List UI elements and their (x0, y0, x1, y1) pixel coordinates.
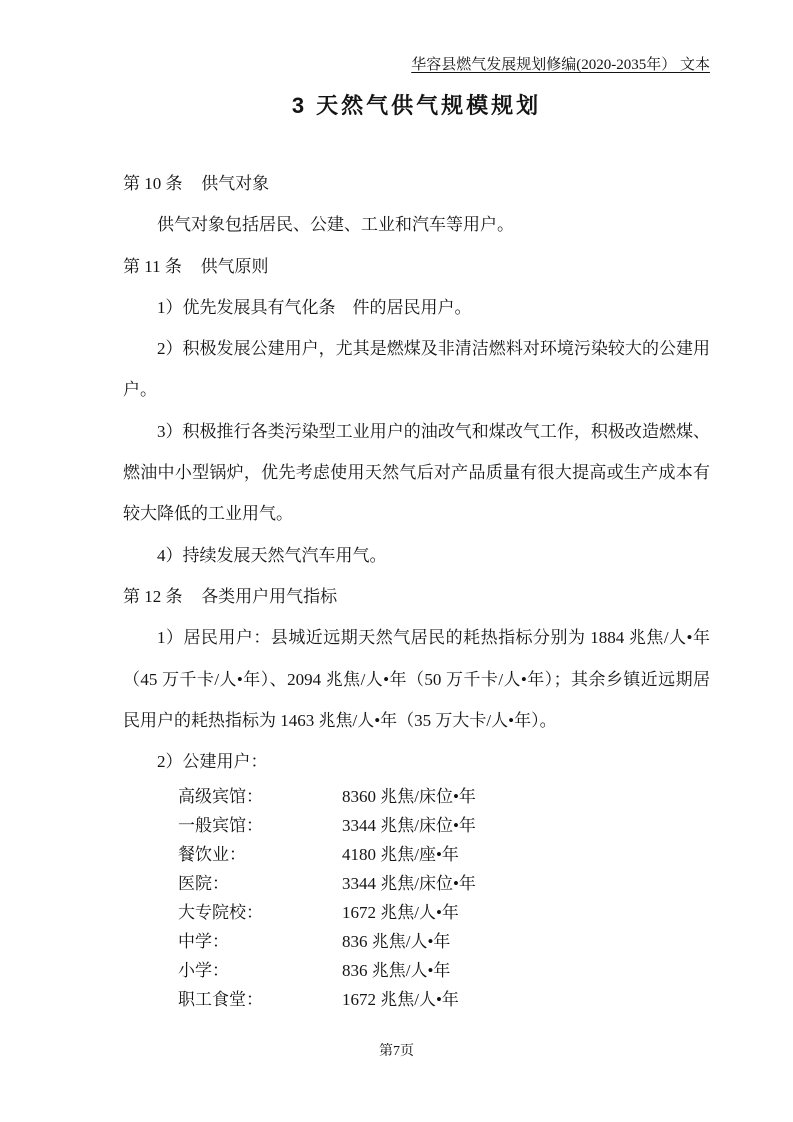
paragraph: 供气对象包括居民、公建、工业和汽车等用户。 (157, 215, 514, 235)
article-label: 第 11 条 (123, 256, 182, 276)
paragraph: 1）优先发展具有气化条 件的居民用户。 (157, 297, 472, 317)
indicator-label: 高级宾馆： (178, 787, 263, 807)
article-label: 第 10 条 (123, 174, 183, 193)
page-title: 3 天然气供气规模规划 (291, 93, 542, 118)
paragraph: 2）积极发展公建用户，尤其是燃煤及非清洁燃料对环境污染较大的公建用户。 (123, 339, 710, 400)
article-heading-12 (123, 576, 710, 617)
indicator-value: 836 兆焦/人•年 (342, 932, 451, 952)
indicator-row (178, 869, 710, 898)
article-title: 各类用户用气指标 (201, 586, 338, 606)
indicator-value: 1672 兆焦/人•年 (342, 990, 459, 1010)
article-title: 供气原则 (200, 256, 269, 276)
indicator-label: 中学： (178, 932, 229, 952)
page-footer (0, 1042, 793, 1062)
indicator-row (178, 782, 710, 811)
indicator-value: 1672 兆焦/人•年 (342, 903, 459, 923)
indicator-list (123, 782, 710, 1014)
indicator-label: 医院： (178, 874, 229, 894)
indicator-label: 职工食堂： (178, 990, 263, 1010)
article-heading-10 (123, 163, 710, 204)
indicator-row (178, 956, 710, 985)
indicator-value: 8360 兆焦/床位•年 (342, 787, 476, 807)
header-title: 华容县燃气发展规划修编(2020-2035年） 文本 (411, 57, 710, 73)
indicator-label: 小学： (178, 961, 229, 981)
article-title: 供气对象 (201, 174, 270, 193)
paragraph: 2）公建用户： (157, 752, 268, 772)
indicator-row (178, 898, 710, 927)
paragraph: 1）居民用户：县城近远期天然气居民的耗热指标分别为 1884 兆焦/人•年（45 万千卡/人•年）、2094 兆焦/人•年（50 万千卡/人•年）；其余乡镇近远期居民用户的耗热指标为 1463 兆焦/人•年（35 万大卡/人•年）。 (123, 628, 710, 730)
indicator-row (178, 811, 710, 840)
indicator-row (178, 985, 710, 1014)
paragraph: 3）积极推行各类污染型工业用户的油改气和煤改气工作，积极改造燃煤、燃油中小型锅炉，优先考虑使用天然气后对产品质量有很大提高或生产成本有较大降低的工业用气。 (123, 421, 710, 524)
indicator-value: 3344 兆焦/床位•年 (342, 874, 476, 894)
indicator-row (178, 927, 710, 956)
indicator-row (178, 840, 710, 869)
indicator-value: 4180 兆焦/座•年 (342, 845, 459, 865)
indicator-label: 一般宾馆： (178, 816, 263, 836)
article-label: 第 12 条 (123, 586, 183, 606)
page-header (123, 55, 710, 75)
paragraph: 4）持续发展天然气汽车用气。 (157, 545, 387, 565)
indicator-label: 餐饮业： (178, 845, 246, 865)
page-number: 第7页 (379, 1044, 414, 1059)
article-heading-11 (123, 246, 710, 287)
indicator-value: 3344 兆焦/床位•年 (342, 816, 476, 836)
indicator-value: 836 兆焦/人•年 (342, 961, 451, 981)
indicator-label: 大专院校： (178, 903, 263, 923)
document-body (123, 163, 710, 1014)
